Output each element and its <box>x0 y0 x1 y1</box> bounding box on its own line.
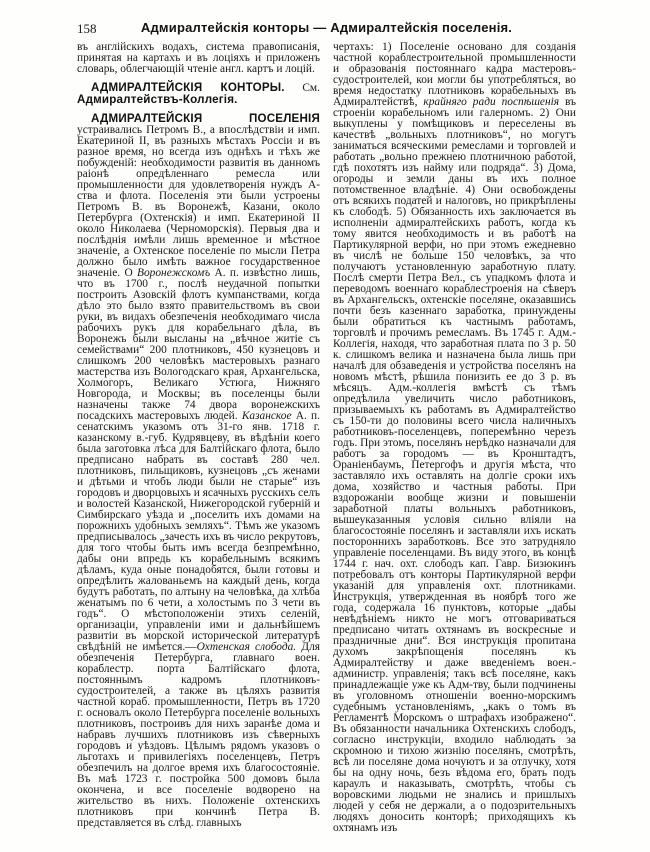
text-segment: чертахъ: 1) Поселеніе основано для созданія частной кораблестроительной промышленности и образованія постояннаго кадра мастеровъ-судостроителей, кои могли бы употребляться, во время недостатку плотниковъ корабельныхъ въ Адмиралтействѣ, <box>333 41 576 108</box>
entry-heading: Адмиралтействъ-Коллегія. <box>77 93 238 106</box>
text-segment: Казанское <box>241 410 292 422</box>
entry-admiralty-offices <box>77 82 320 106</box>
left-column <box>77 42 320 834</box>
page-number: 158 <box>77 21 97 36</box>
text-segment: А. п. извѣстно лишь, что въ 1700 г., послѣ неудачной попытки построить Азовскій флотъ кумпанствами, когда дѣло это было взято правительствомъ въ свои руки, въ видахъ обезпеченія необходимаго числа рабочихъ рукъ для корабельнаго дѣла, въ Воронежъ были высланы на „вѣчное житіе съ семействами“ 200 плотниковъ, 450 кузнецовъ и слишкомъ 200 человѣкъ мастеровыхъ разнаго мастерства изъ Вологодскаго края, Архангельска, Холмогоръ, Великаго Устюга, Нижняго Новгорода, и Москвы; въ поселенцы были назначены также 74 двора воронежскихъ посадскихъ мастеровыхъ людей. <box>77 267 320 422</box>
entry-admiralty-settlements <box>77 113 320 829</box>
text-segment: А. п. сенатскимъ указомъ отъ 31-го янв. 1718 г. казанскому в.-губ. Кудрявцеву, въ вѣдѣніи коего была заготовка лѣса для Балтійскаго флота, было предписано набрать въ составѣ 280 чел. плотниковъ, пильщиковъ, кузнецовъ „съ женами и дѣтьми и чтобъ люди были не старые“ изъ городовъ и дворцовыхъ и ясачныхъ русскихъ селъ и волостей Казанской, Нижегородской губерній и Симбирскаго уѣзда и „поселить ихъ домами на порожнихъ удобныхъ земляхъ“. Тѣмъ же указомъ предписывалось „зачесть ихъ въ число рекрутовъ, для того чтобы быть имъ всегда безпремѣнно, дабы они впредь къ корабельнымъ всякимъ дѣламъ, куда оные понадобятся, были готовы и опредѣлить жалованьемъ на каждый день, когда будутъ работать, по алтыну на человѣка, да хлѣба женатымъ по 6 чети, а холостымъ по 3 чети въ годъ“. О мѣстоположеніи этихъ селеній, организаціи, управленіи ими и дальнѣйшемъ развитіи въ морской исторической литературѣ свѣдѣній не имѣется.— <box>77 410 320 653</box>
running-title: Адмиралтейскія конторы — Адмиралтейскія поселенія. <box>140 20 513 35</box>
page-header <box>77 20 576 38</box>
entry-heading: АДМИРАЛТЕЙСКІЯ ПОСЕЛЕНІЯ <box>91 112 320 125</box>
text-segment: Охтенская слобода. <box>196 641 297 653</box>
entry-heading: АДМИРАЛТЕЙСКІЯ КОНТОРЫ. <box>91 81 285 94</box>
text-segment: въ англійскихъ водахъ, система правописанія, принятая на картахъ и въ лоціяхъ и приложенъ словарь, облегчающій чтеніе англ. картъ и лоцій. <box>77 41 320 75</box>
text-segment: Для обезпеченія Петербурга, главнаго воен. кораблестр. порта Балтійскаго флота, постояннымъ кадромъ плотниковъ-судостроителей, а также въ цѣляхъ развитія частной кораб. промышленности, Петръ въ 1720 г. основалъ около Петербурга поселеніе вольныхъ плотниковъ, построивъ для нихъ заранѣе дома и набравъ лучшихъ плотниковъ изъ сѣверныхъ городовъ и уѣздовъ. Цѣлымъ рядомъ указовъ о льготахъ и привилегіяхъ поселенцевъ, Петръ обезпечилъ на долгое время ихъ благосостояніе. Въ маѣ 1723 г. постройка 500 домовъ была окончена, и все поселеніе водворено на жительство въ нихъ. Положеніе охтенскихъ плотниковъ при кончинѣ Петра В. представляется въ слѣд. главныхъ <box>77 641 320 829</box>
text-segment: Воронежскомъ <box>137 267 211 279</box>
text-segment: въ строеніи корабельномъ или галерномъ. 2) Они выкуплены у помѣщиковъ и переселены въ качествѣ „вольныхъ плотниковъ“, но могутъ заниматься всяческими ремеслами и торговлей и работать „вольно прежнею плотничною работой, гдѣ похотятъ изъ найму или подряда“. 3) Дома, огороды и земли даны въ ихъ полное потомственное владѣніе. 4) Они освобождены отъ всякихъ податей и налоговъ, но прикрѣплены къ слободѣ. 5) Обязанность ихъ заключается въ исполненіи адмиралтейскихъ работъ, когда къ тому явится необходимость и въ работѣ на Партикулярной верфи, но при этомъ ежедневно въ числѣ не больше 150 человѣкъ, за что получаютъ установленную заработную плату. Послѣ смерти Петра Вел., съ упадкомъ флота и переводомъ военнаго кораблестроенія на сѣверъ въ Архангельскъ, охтенскіе поселяне, оказавшись почти безъ казеннаго заработка, принуждены были обратиться къ частнымъ работамъ, торговлѣ и прочимъ ремесламъ. Въ 1745 г. Адм.-Коллегія, находя, что заработная плата по 3 р. 50 к. слишкомъ велика и назначена была лишь при началѣ для обзаведенія и устройства поселянъ на новомъ мѣстѣ, рѣшила понизить ее до 3 р. въ мѣсяцъ. Адм.-коллегія вмѣстѣ съ тѣмъ опредѣлила увеличить число работниковъ, призываемыхъ къ работамъ въ Адмиралтейство съ 150-ти до половины всего числа наличныхъ работниковъ-поселенцевъ, поперемѣнно черезъ годъ. При этомъ, поселянъ нерѣдко назначали для работъ за городомъ — въ Кронштадтъ, Ораніенбаумъ, Петергофъ и другія мѣста, что заставляло ихъ оставлять на долгіе сроки ихъ дома, хозяйство и частныя работы. При вздорожаніи вообще жизни и повышеніи заработной платы вольныхъ работниковъ, вышеуказанныя условія сильно вліяли на благосостояніе поселянъ и заставляли ихъ искать постороннихъ заработковъ. Все это затрудняло управленіе поселенцами. Въ виду этого, въ концѣ 1744 г. нач. охт. слободъ кап. Гавр. Бизюкинъ потребовалъ отъ конторы Партикулярной верфи указаній для управленія охт. плотниками. Инструкція, утвержденная въ ноябрѣ того же года, содержала 16 пунктовъ, которые „дабы невѣдѣніемъ никто не могъ отговариваться предписано читать охтянамъ въ воскресные и праздничные дни“. Вся инструкція пропитана духомъ закрѣпощенія поселянъ къ Адмиралтейству и даже введеніемъ воен.-администр. управленія; такъ всѣ поселяне, какъ принадлежащіе уже къ Адм-тву, были подчинены въ уголовномъ отношеніи военно-морскимъ судебнымъ установленіямъ, „какъ о томъ въ Регламентѣ Морскомъ о штрафахъ изображено“. Въ обязанности начальника Охтенскихъ слободъ, согласно инструкціи, входило наблюдать за скромною и тихою жизнію поселянъ, смотрѣть, всѣ ли поселяне дома ночуютъ и за отлучку, хотя бы на одну ночь, безъ вѣдома его, брать подъ караулъ и наказывать, смотрѣть, чтобы съ воровскими людьми не знались и пришлыхъ людей у себя не держали, а о подозрительныхъ людяхъ доносить конторѣ; приходящихъ къ охтянамъ изъ <box>333 96 576 834</box>
continuation-paragraph <box>77 42 320 75</box>
right-column <box>333 42 576 834</box>
text-segment: крайняго ради поспѣшенія <box>423 96 560 108</box>
text-segment: устраивались Петромъ В., а впослѣдствіи и имп. Екатериной II, въ разныхъ мѣстахъ Россіи и въ разное время, но всегда изъ однѣхъ и тѣхъ же побужденій: необходимости развитія въ данномъ раіонѣ опредѣленнаго ремесла или промышленности для удовлетворенія нуждъ А-ства и флота. Поселенія эти были устроены Петромъ В. въ Воронежѣ, Казани, около Петербурга (Охтенскія) и имп. Екатериной II около Николаева (Черноморскія). Первыя два и послѣднія имѣли лишь временное и мѣстное значеніе, а Охтенское поселеніе по мысли Петра должно было имѣть важное государственное значеніе. О <box>77 124 320 279</box>
text-segment: См. <box>284 82 320 94</box>
text-columns <box>77 42 576 834</box>
continuation-paragraph <box>333 42 576 834</box>
